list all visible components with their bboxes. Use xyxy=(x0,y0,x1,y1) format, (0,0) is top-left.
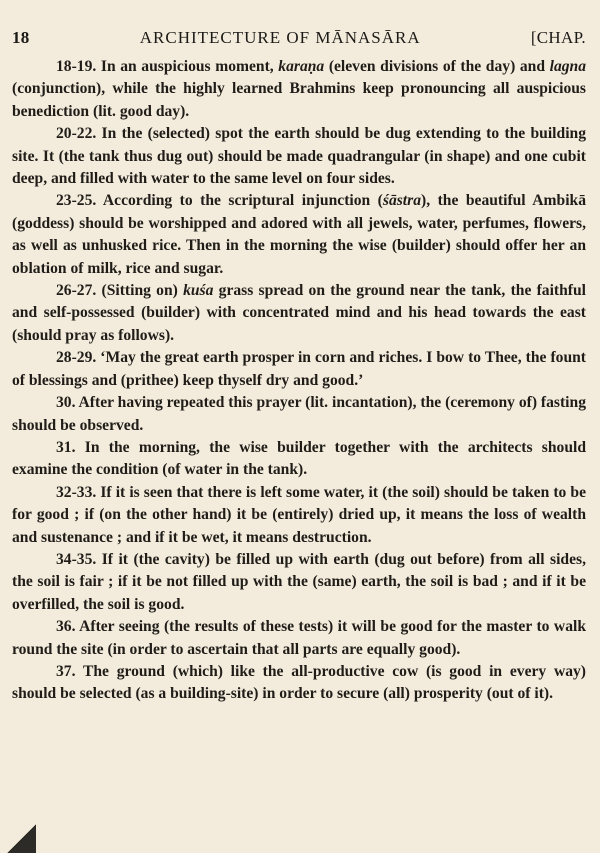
chapter-marker: [CHAP. xyxy=(530,28,586,47)
verse-paragraph xyxy=(12,437,586,482)
verse-paragraph xyxy=(12,347,586,392)
verse-number: 30. xyxy=(56,394,76,412)
verse-paragraph xyxy=(12,616,586,661)
verse-paragraph xyxy=(12,392,586,437)
verse-number: 34-35. xyxy=(56,550,97,568)
page-body xyxy=(12,56,586,706)
verse-text: In the morning, the wise builder together with the architects should examine the condition (of water in the tank). xyxy=(12,438,586,479)
verse-number: 18-19. xyxy=(56,58,97,75)
verse-paragraph xyxy=(12,280,586,347)
verse-text: After seeing (the results of these tests) it will be good for the master to walk round the site (in order to ascertain that all parts are equally good). xyxy=(12,618,586,658)
verse-number: 36. xyxy=(56,618,76,636)
verse-text: (Sitting on) xyxy=(96,282,184,300)
verse-text: (conjunction), while the highly learned Brahmins keep pronouncing all auspicious benediction (lit. good day). xyxy=(12,80,586,120)
page-corner-shadow xyxy=(0,817,36,853)
verse-text: ‘May the great earth prosper in corn and riches. I bow to Thee, the fount of blessings and (prithee) keep thyself dry and good.’ xyxy=(12,349,586,389)
sanskrit-term: karaṇa xyxy=(278,58,325,75)
page-header xyxy=(12,28,586,48)
verse-number: 20-22. xyxy=(56,125,97,143)
verse-text: In an auspicious moment, xyxy=(96,58,279,75)
sanskrit-term: kuśa xyxy=(183,282,214,300)
verse-text: ), the beautiful Ambikā (goddess) should be worshipped and adored with all jewels, water, perfumes, flowers, as well as unhusked rice. Then in the morning the wise (builder) should offer her an oblation of milk, rice and sugar. xyxy=(12,192,586,277)
verse-number: 37. xyxy=(56,662,76,680)
verse-text: grass spread on the ground near the tank, the faithful and self-possessed (builder) with concentrated mind and his head towards the east (should pray as follows). xyxy=(12,282,586,344)
verse-text: (eleven divisions of the day) and xyxy=(324,58,550,75)
sanskrit-term: śāstra xyxy=(382,192,422,210)
verse-text: If it (the cavity) be filled up with earth (dug out before) from all sides, the soil is fair ; if it be not filled up with the (same) earth, the soil is bad ; and if it be overfilled, the soil is good. xyxy=(12,550,586,613)
verse-number: 23-25. xyxy=(56,192,97,210)
verse-text: If it is seen that there is left some water, it (the soil) should be taken to be for good ; if (on the other hand) it be (entirely) dried up, it means the loss of wealth and sustenance ; and if it be wet, it means destruction. xyxy=(12,483,586,546)
verse-number: 26-27. xyxy=(56,282,97,300)
running-title: ARCHITECTURE OF MĀNASĀRA xyxy=(139,28,421,47)
page-number: 18 xyxy=(12,28,30,47)
verse-text: In the (selected) spot the earth should be dug extending to the building site. It (the tank thus dug out) should be made quadrangular (in shape) and one cubit deep, and filled with water to the same level on four sides. xyxy=(12,125,586,188)
verse-paragraph xyxy=(12,123,586,190)
verse-paragraph xyxy=(12,482,586,549)
verse-text: The ground (which) like the all-productive cow (is good in every way) should be selected (as a building-site) in order to secure (all) prosperity (out of it). xyxy=(12,662,586,703)
sanskrit-term: lagna xyxy=(549,58,587,75)
verse-number: 28-29. xyxy=(56,349,97,367)
verse-text: According to the scriptural injunction ( xyxy=(96,192,383,210)
verse-text: After having repeated this prayer (lit. incantation), the (ceremony of) fasting should be observed. xyxy=(12,394,586,434)
verse-paragraph xyxy=(12,56,586,123)
verse-number: 32-33. xyxy=(56,483,97,501)
verse-paragraph xyxy=(12,190,586,280)
verse-number: 31. xyxy=(56,438,76,456)
verse-paragraph xyxy=(12,549,586,616)
verse-paragraph xyxy=(12,661,586,706)
